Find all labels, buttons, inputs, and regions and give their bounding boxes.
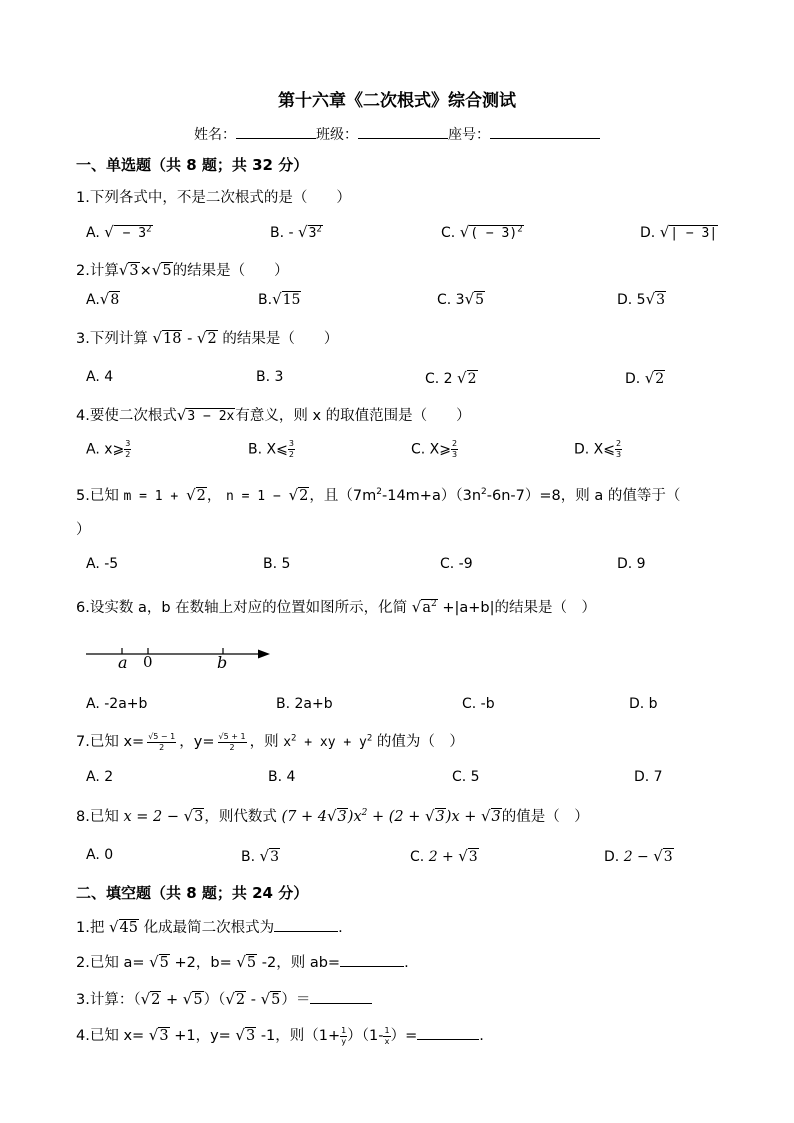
q7-option-b[interactable]: B. 4 <box>268 769 296 785</box>
q5-option-b[interactable]: B. 5 <box>263 556 291 572</box>
q1-option-b[interactable]: B. - $√3^2$ <box>270 223 322 241</box>
question-5-tail: ） <box>76 522 91 538</box>
q5-option-c[interactable]: C. -9 <box>440 556 473 572</box>
q6-option-d[interactable]: D. b <box>629 696 658 712</box>
question-5-stem: 5.已知 m = 1 + √2， n = 1 − √2，且$(7m^2-14m+a)(3n^2-6n-7)=8$，则 a 的值等于（ <box>76 486 681 504</box>
label-b: b <box>217 653 228 672</box>
class-blank[interactable] <box>358 124 448 139</box>
question-2-stem: 2.计算√3×√5的结果是（ ） <box>76 261 289 279</box>
q4-option-a[interactable]: A. x⩾ $\frac{3}{2}$ <box>86 439 131 459</box>
seat-label: 座号： <box>448 127 490 143</box>
q7-option-c[interactable]: C. 5 <box>452 769 480 785</box>
q6-option-b[interactable]: B. 2a+b <box>276 696 333 712</box>
q1-option-c[interactable]: C. √( − 3)$^2$ <box>441 223 523 241</box>
q7-option-d[interactable]: D. 7 <box>634 769 663 785</box>
student-info-line <box>0 124 794 144</box>
q2-option-d[interactable]: D. 5√3 <box>617 290 666 308</box>
q6-option-c[interactable]: C. -b <box>462 696 495 712</box>
name-blank[interactable] <box>236 124 316 139</box>
seat-blank[interactable] <box>490 124 600 139</box>
q3-option-a[interactable]: A. 4 <box>86 369 114 385</box>
question-7-stem: 7.已知 x= $\frac{√5 - 1}{2}$ ，y= $\frac{√5 + 1}{2}$ ，则 $x^2$ + xy + $y^2$ 的值为（ ） <box>76 731 464 752</box>
q7-option-a[interactable]: A. 2 <box>86 769 114 785</box>
q8-option-c[interactable]: C. 2 + √3 <box>410 847 478 865</box>
fill-4-blank[interactable] <box>417 1026 479 1040</box>
fill-question-3: 3.计算：（√2 + √5）（√2 - √5）＝ <box>76 988 372 1009</box>
question-6-stem: 6.设实数 a，b 在数轴上对应的位置如图所示，化简 $√a^2 +|a+b|$的结果是（ ） <box>76 598 596 616</box>
fill-2-blank[interactable] <box>340 953 404 967</box>
q5-option-a[interactable]: A. -5 <box>86 556 119 572</box>
q4-option-b[interactable]: B. X⩽ $\frac{3}{2}$ <box>248 439 294 459</box>
q8-option-a[interactable]: A. 0 <box>86 847 114 863</box>
fill-question-2: 2.已知 a= √5 +2，b= √5 -2，则 ab= . <box>76 953 409 971</box>
q1-option-d[interactable]: D. √| − 3| <box>640 223 718 241</box>
label-a: a <box>118 653 128 672</box>
fill-1-blank[interactable] <box>274 918 338 932</box>
q5-option-d[interactable]: D. 9 <box>617 556 646 572</box>
q8-option-b[interactable]: B. √3 <box>241 847 279 865</box>
question-8-stem: 8.已知 x = 2 − √3，则代数式 $(7 + 4√3)x^2 + (2 + √3)x + √3$的值是（ ） <box>76 807 589 825</box>
page-title: 第十六章《二次根式》综合测试 <box>278 91 516 111</box>
q2-option-a[interactable]: A.√8 <box>86 290 120 308</box>
fill-question-4: 4.已知 x= √3 +1，y= √3 -1，则（1+ $\frac{1}{y}$ ）（1- $\frac{1}{x}$ ）= . <box>76 1025 484 1046</box>
section-single-choice: 一、单选题（共 8 题；共 32 分） <box>76 156 309 174</box>
question-4-stem: 4.要使二次根式√3 − 2x有意义，则 x 的取值范围是（ ） <box>76 406 471 424</box>
q4-option-c[interactable]: C. X⩾ $\frac{2}{3}$ <box>411 439 458 459</box>
label-0: 0 <box>143 653 153 671</box>
section-fill-in: 二、填空题（共 8 题；共 24 分） <box>76 884 309 902</box>
q6-option-a[interactable]: A. -2a+b <box>86 696 148 712</box>
class-label: 班级： <box>316 127 358 143</box>
name-label: 姓名： <box>194 127 236 143</box>
q1-option-a[interactable]: A. √ − $3^2$ <box>86 223 152 241</box>
q3-option-c[interactable]: C. 2 √2 <box>425 369 477 387</box>
q8-option-d[interactable]: D. 2 − √3 <box>604 847 673 865</box>
q3-option-b[interactable]: B. 3 <box>256 369 284 385</box>
q4-option-d[interactable]: D. X⩽ $\frac{2}{3}$ <box>574 439 622 459</box>
q2-option-c[interactable]: C. 3√5 <box>437 290 485 308</box>
question-3-stem: 3.下列计算 √18 - √2 的结果是（ ） <box>76 329 339 347</box>
number-line-figure <box>84 640 274 674</box>
fill-3-blank[interactable] <box>310 990 372 1004</box>
q3-option-d[interactable]: D. √2 <box>625 369 665 387</box>
number-line-arrow-icon <box>258 650 270 659</box>
fill-question-1: 1.把 √45 化成最简二次根式为 . <box>76 918 343 936</box>
question-1-stem: 1.下列各式中，不是二次根式的是（ ） <box>76 190 351 206</box>
q2-option-b[interactable]: B.√15 <box>258 290 301 308</box>
